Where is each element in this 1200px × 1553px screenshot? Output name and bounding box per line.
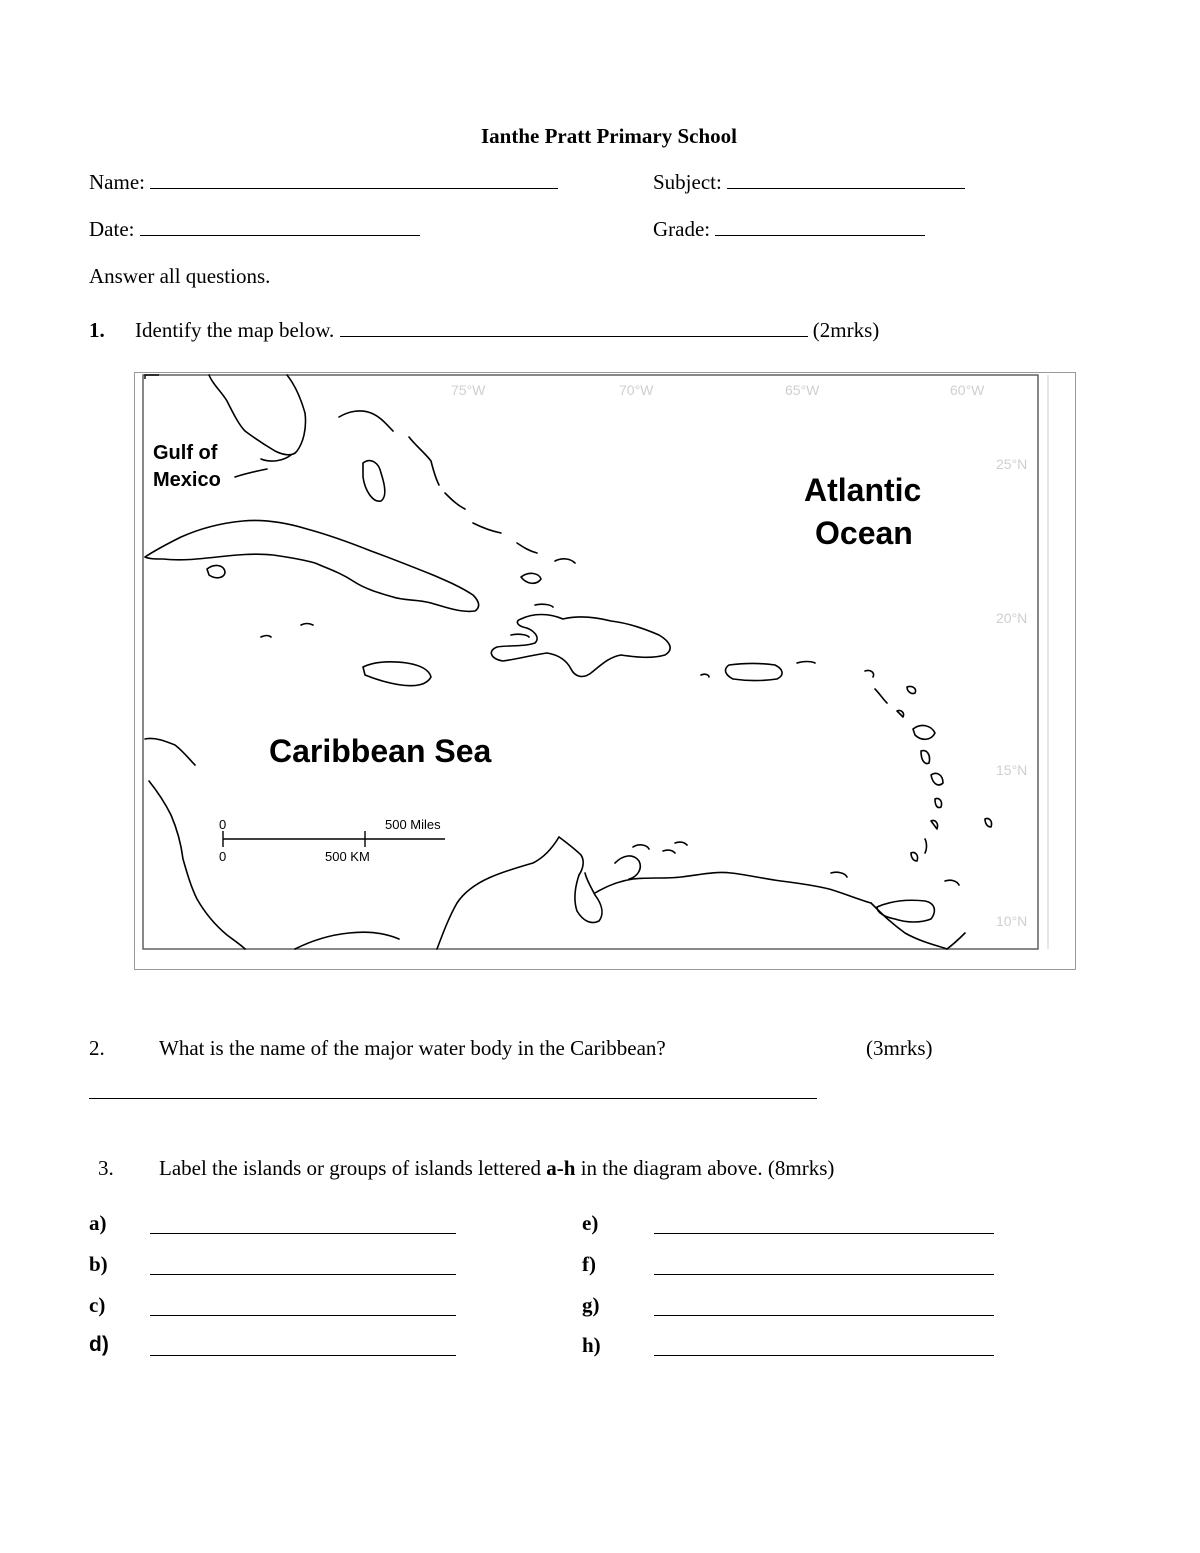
anguilla	[865, 670, 874, 677]
date-field	[89, 217, 420, 242]
yucatan-coast	[145, 738, 195, 765]
grenadines	[925, 839, 927, 853]
lon-label-60: 60°W	[950, 382, 985, 398]
answer-label-d: d)	[89, 1333, 109, 1356]
cayman-1	[261, 636, 271, 638]
lat-label-20: 20°N	[996, 610, 1028, 626]
scale-km-zero: 0	[219, 849, 227, 864]
q3-text-before: Label the islands or groups of islands lettered	[159, 1156, 541, 1180]
caribbean-map	[134, 372, 1076, 970]
orinoco-delta	[871, 903, 947, 949]
answer-blank-e[interactable]	[654, 1215, 994, 1234]
grade-blank[interactable]	[715, 217, 925, 236]
answer-blank-b[interactable]	[150, 1256, 456, 1275]
label-gulf-line1: Gulf of	[153, 442, 218, 464]
bahamas-chain-1	[445, 493, 465, 509]
q2-answer-blank[interactable]	[89, 1080, 817, 1099]
answer-blank-f[interactable]	[654, 1256, 994, 1275]
answer-blank-c[interactable]	[150, 1297, 456, 1316]
answer-label-a: a)	[89, 1211, 107, 1235]
answer-label-h: h)	[582, 1333, 601, 1357]
la-guajira	[559, 837, 583, 875]
hispaniola-coast	[491, 615, 670, 677]
central-america-coast	[149, 781, 245, 949]
florida-coast	[209, 375, 306, 455]
bahamas-abaco	[339, 411, 393, 431]
scale-miles-zero: 0	[219, 817, 227, 832]
subject-blank[interactable]	[727, 170, 965, 189]
label-atlantic-line1: Atlantic	[804, 472, 922, 508]
instruction-text: Answer all questions.	[89, 264, 271, 288]
antigua	[907, 686, 916, 693]
scale-miles-label: 500 Miles	[385, 817, 441, 832]
lat-label-10: 10°N	[996, 913, 1028, 929]
answer-blank-a[interactable]	[150, 1215, 456, 1234]
date-blank[interactable]	[140, 217, 420, 236]
gonave	[511, 634, 529, 637]
q3-text	[159, 1156, 834, 1181]
answer-label-f: f)	[582, 1252, 596, 1276]
tobago	[945, 880, 959, 885]
margarita	[831, 872, 847, 877]
answer-blank-d[interactable]	[150, 1337, 456, 1356]
colombia-coast	[437, 837, 559, 949]
venezuela-coast	[595, 872, 871, 903]
subject-field	[653, 170, 965, 195]
grade-field	[653, 217, 925, 242]
q3-number: 3.	[98, 1156, 114, 1180]
answer-label-g: g)	[582, 1293, 600, 1317]
paraguana	[615, 856, 640, 879]
answer-label-c: c)	[89, 1293, 106, 1317]
label-gulf-line2: Mexico	[153, 469, 221, 491]
virgin-islands	[797, 662, 815, 664]
abc-islands	[633, 842, 687, 853]
q1-answer-blank[interactable]	[340, 318, 808, 337]
martinique	[931, 773, 943, 785]
st-kitts	[875, 689, 887, 703]
barbados	[985, 818, 992, 827]
label-caribbean-sea: Caribbean Sea	[269, 733, 492, 769]
lon-label-75: 75°W	[451, 382, 486, 398]
maracaibo	[575, 873, 602, 923]
bahamas-chain-2	[473, 523, 501, 533]
st-lucia	[935, 798, 942, 807]
guyana-coast	[947, 933, 965, 949]
q3-range: a-h	[546, 1156, 576, 1180]
q2-marks: (3mrks)	[866, 1036, 933, 1060]
gulf-coast-dash	[235, 469, 267, 477]
puerto-rico-coast	[726, 664, 783, 681]
lat-label-15: 15°N	[996, 762, 1028, 778]
map-corner-mark	[145, 375, 159, 379]
cayman-2	[301, 624, 313, 626]
trinidad	[877, 900, 934, 922]
q2-number: 2.	[89, 1036, 105, 1060]
dominica	[921, 751, 930, 764]
name-field	[89, 170, 558, 195]
bahamas-chain-3	[517, 543, 537, 553]
cuba-coast	[145, 520, 479, 611]
q2-text: What is the name of the major water body in the Caribbean?	[159, 1036, 666, 1060]
answer-label-e: e)	[582, 1211, 599, 1235]
guadeloupe	[913, 726, 935, 740]
answer-blank-h[interactable]	[654, 1337, 994, 1356]
grenada	[911, 852, 918, 861]
turks-caicos	[555, 559, 575, 563]
lon-label-65: 65°W	[785, 382, 820, 398]
label-atlantic-line2: Ocean	[815, 515, 913, 551]
isle-of-youth	[207, 566, 225, 578]
date-label: Date:	[89, 217, 135, 241]
montserrat	[897, 710, 904, 717]
scale-km-label: 500 KM	[325, 849, 370, 864]
q1-row	[135, 318, 879, 343]
lon-label-70: 70°W	[619, 382, 654, 398]
name-blank[interactable]	[150, 170, 558, 189]
st-vincent	[931, 820, 938, 829]
map-drawing	[135, 373, 1077, 971]
q1-marks: (2mrks)	[812, 318, 880, 342]
grade-label: Grade:	[653, 217, 711, 241]
mona	[701, 674, 709, 677]
tortuga	[535, 604, 553, 607]
bahamas-andros	[363, 461, 385, 502]
q1-text: Identify the map below.	[135, 318, 335, 342]
inagua	[521, 573, 541, 583]
panama-coast	[295, 932, 399, 949]
answer-blank-g[interactable]	[654, 1297, 994, 1316]
name-label: Name:	[89, 170, 145, 194]
q3-text-after: in the diagram above. (8mrks)	[580, 1156, 835, 1180]
jamaica-coast	[363, 662, 431, 686]
florida-keys	[261, 455, 291, 461]
school-title: Ianthe Pratt Primary School	[480, 124, 738, 148]
answer-label-b: b)	[89, 1252, 108, 1276]
bahamas-eleuthera	[409, 437, 439, 485]
lat-label-25: 25°N	[996, 456, 1028, 472]
q1-number: 1.	[89, 318, 105, 342]
subject-label: Subject:	[653, 170, 722, 194]
